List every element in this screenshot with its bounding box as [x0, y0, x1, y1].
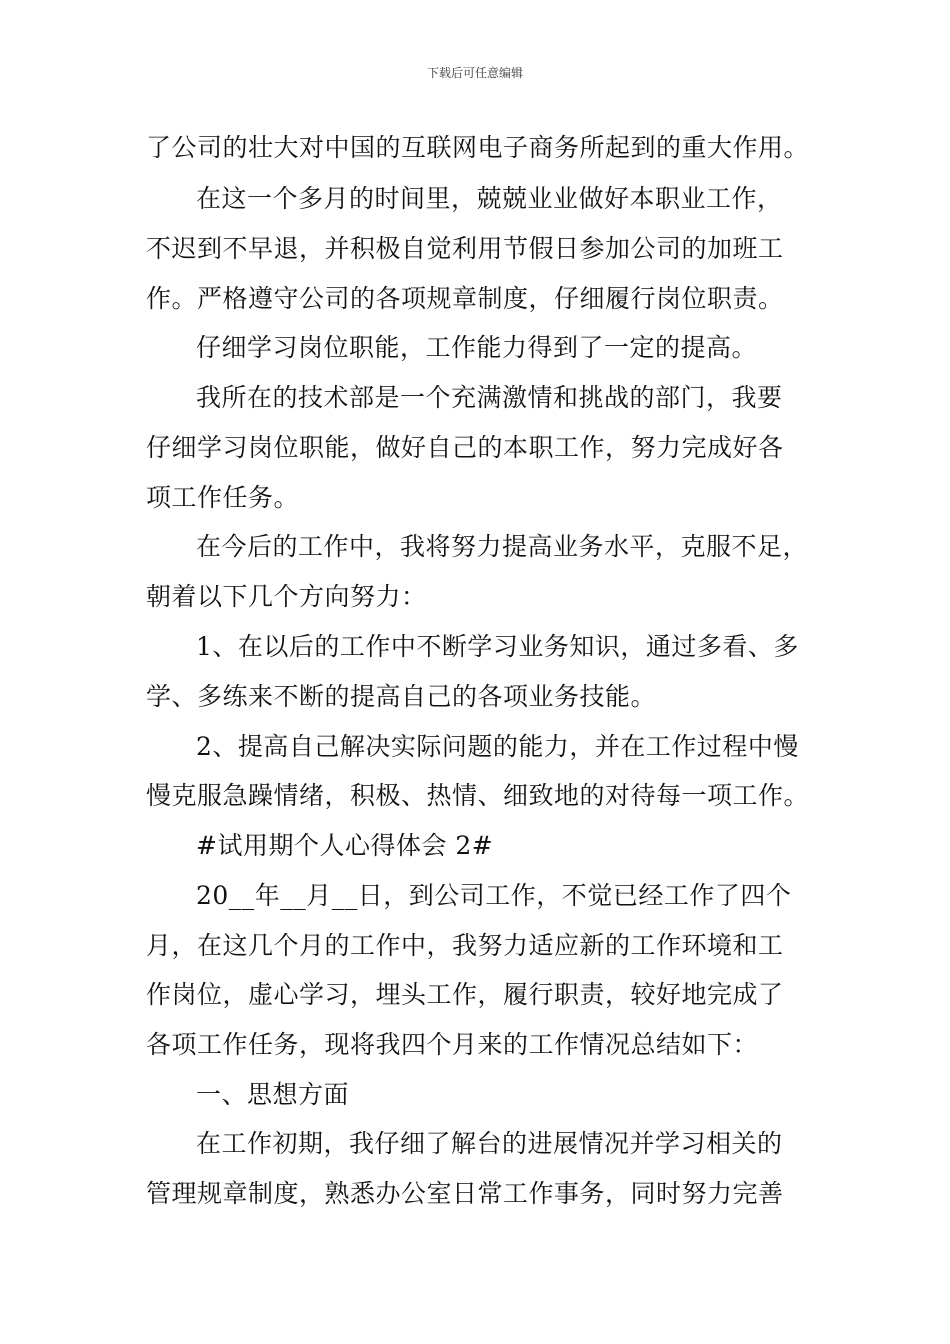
section-heading: #试用期个人心得体会 2# — [196, 831, 494, 860]
text-line: 在这一个多月的时间里，兢兢业业做好本职业工作， — [196, 184, 783, 213]
text-line: 我所在的技术部是一个充满激情和挑战的部门，我要 — [196, 383, 783, 412]
text-line: 在今后的工作中，我将努力提高业务水平，克服不足， — [196, 532, 809, 561]
text-line: 2、提高自己解决实际问题的能力，并在工作过程中慢 — [196, 732, 799, 761]
text-line: 20__年__月__日，到公司工作，不觉已经工作了四个 — [196, 881, 792, 910]
text-line: 仔细学习岗位职能，工作能力得到了一定的提高。 — [196, 333, 758, 362]
text-line: 各项工作任务，现将我四个月来的工作情况总结如下： — [146, 1030, 759, 1059]
page-header: 下载后可任意编辑 — [426, 66, 523, 80]
text-line: 慢克服急躁情绪，积极、热情、细致地的对待每一项工作。 — [146, 781, 810, 810]
text-line: 作岗位，虚心学习，埋头工作，履行职责，较好地完成了 — [146, 980, 784, 1009]
section-heading: 一、思想方面 — [196, 1080, 350, 1109]
text-line: 项工作任务。 — [146, 483, 300, 512]
text-line: 在工作初期，我仔细了解台的进展情况并学习相关的 — [196, 1129, 783, 1158]
text-line: 管理规章制度，熟悉办公室日常工作事务，同时努力完善 — [146, 1179, 784, 1208]
text-line: 学、多练来不断的提高自己的各项业务技能。 — [146, 682, 657, 711]
text-line: 仔细学习岗位职能，做好自己的本职工作，努力完成好各 — [146, 433, 784, 462]
text-line: 了公司的壮大对中国的互联网电子商务所起到的重大作用。 — [146, 133, 810, 162]
text-line: 不迟到不早退，并积极自觉利用节假日参加公司的加班工 — [146, 234, 784, 263]
text-line: 作。严格遵守公司的各项规章制度，仔细履行岗位职责。 — [146, 284, 784, 313]
text-line: 月，在这几个月的工作中，我努力适应新的工作环境和工 — [146, 931, 784, 960]
text-line: 朝着以下几个方向努力： — [146, 582, 427, 611]
text-line: 1、在以后的工作中不断学习业务知识，通过多看、多 — [196, 632, 799, 661]
